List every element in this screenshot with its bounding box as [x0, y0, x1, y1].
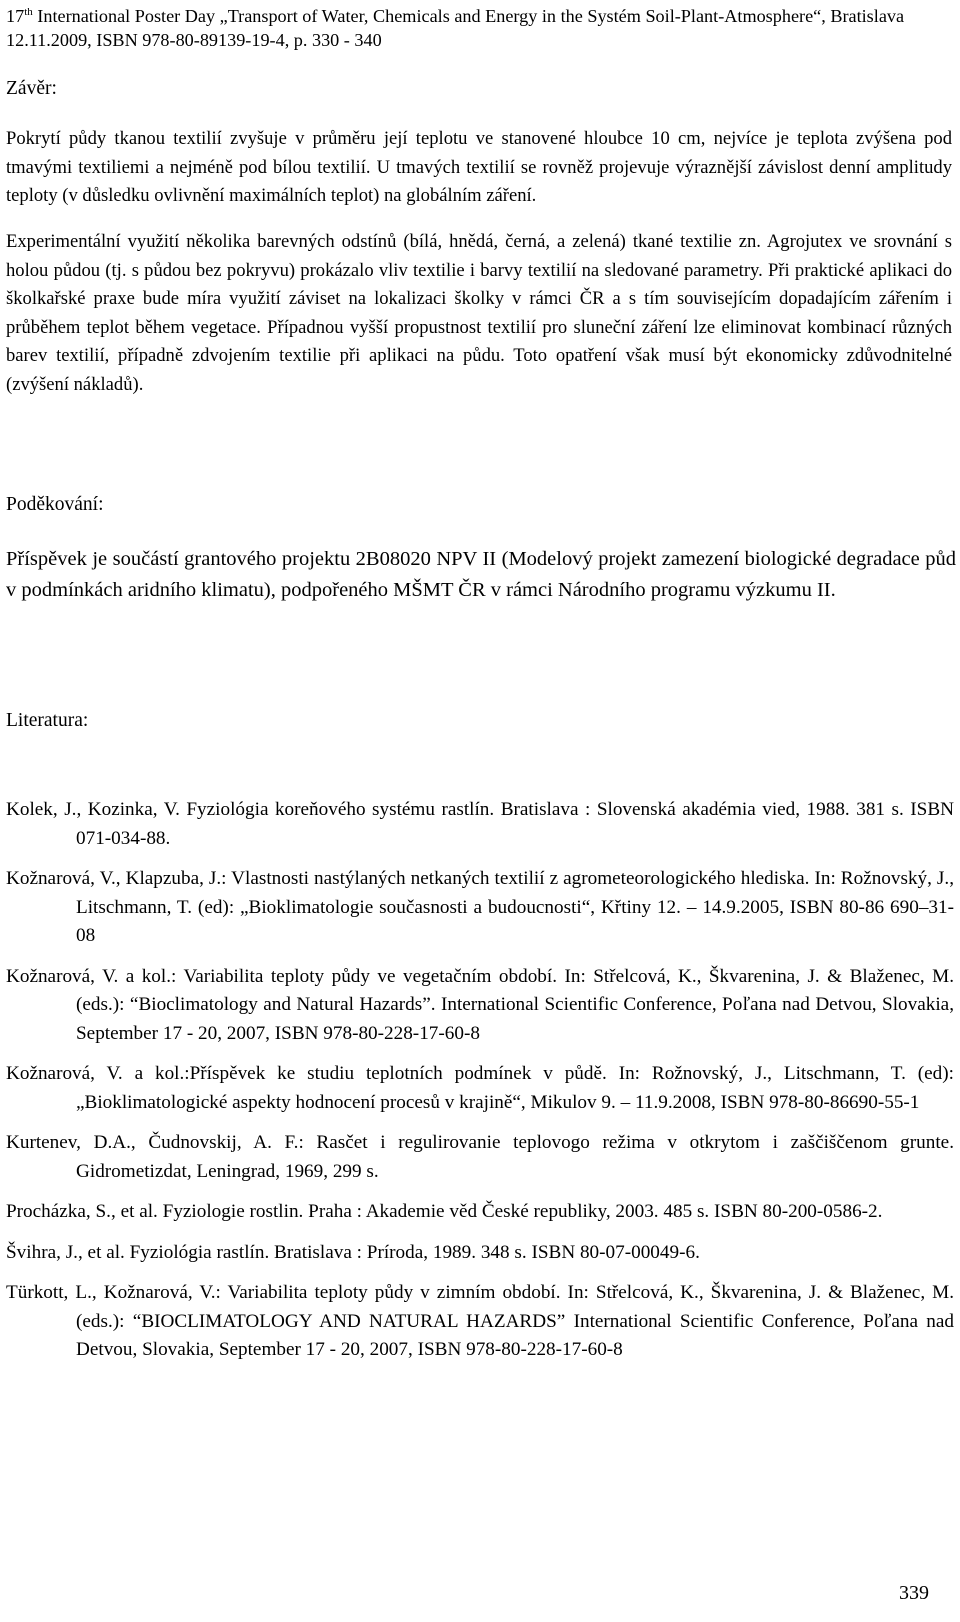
- reference-item: Procházka, S., et al. Fyziologie rostlin. Praha : Akademie věd České republiky, 2003. 485 s. ISBN 80-200-0586-2.: [6, 1201, 883, 1222]
- header-text: International Poster Day „Transport of Water, Chemicals and Energy in the Systém Soil-Plant-Atmosphere“, Bratislava 12.11.2009, ISBN 978-80-89139-19-4, p. 330 - 340: [6, 6, 905, 50]
- reference-item: Kožnarová, V. a kol.:Příspěvek ke studiu teplotních podmínek v půdě. In: Rožnovský, J., Litschmann, T. (ed): „Bioklimatologické aspekty hodnocení procesů v krajině“, Mikulov 9. – 11.9.2008, ISBN 978-80-86690-55-1: [6, 1063, 954, 1113]
- running-header: [6, 4, 946, 52]
- reference-item: Kurtenev, D.A., Čudnovskij, A. F.: Rasčet i regulirovanie teplovogo režima v otkrytom i zaščiščenom grunte. Gidrometizdat, Leningrad, 1969, 299 s.: [6, 1132, 954, 1182]
- reference-item: Kolek, J., Kozinka, V. Fyziológia koreňového systému rastlín. Bratislava : Slovenská akadémia vied, 1988. 381 s. ISBN 071-034-88.: [6, 799, 954, 849]
- reference-item: Türkott, L., Kožnarová, V.: Variabilita teploty půdy v zimním období. In: Střelcová, K., Škvarenina, J. & Blaženec, M. (eds.): “BIOCLIMATOLOGY AND NATURAL HAZARDS” International Scientific Conference, Poľana nad Detvou, Slovakia, September 17 - 20, 2007, ISBN 978-80-228-17-60-8: [6, 1282, 954, 1360]
- conclusion-heading: Závěr:: [6, 78, 57, 99]
- conclusion-paragraph-1: Pokrytí půdy tkanou textilií zvyšuje v průměru její teplotu ve stanovené hloubce 10 cm, nejvíce je teplota zvýšena pod tmavými textiliemi a nejméně pod bílou textilií. U tmavých textilií se rovněž projevuje výraznější závislost denní amplitudy teploty (v důsledku ovlivnění maximálních teplot) na globálním záření.: [6, 128, 952, 206]
- reference-item: Kožnarová, V. a kol.: Variabilita teploty půdy ve vegetačním období. In: Střelcová, K., Škvarenina, J. & Blaženec, M. (eds.): “Bioclimatology and Natural Hazards”. International Scientific Conference, Poľana nad Detvou, Slovakia, September 17 - 20, 2007, ISBN 978-80-228-17-60-8: [6, 965, 954, 1044]
- acknowledgement-text: Příspěvek je součástí grantového projektu 2B08020 NPV II (Modelový projekt zamezení biologické degradace půd v podmínkách aridního klimatu), podpořeného MŠMT ČR v rámci Národního programu výzkumu II.: [6, 548, 956, 601]
- reference-item: Kožnarová, V., Klapzuba, J.: Vlastnosti nastýlaných netkaných textilií z agrometeorologického hlediska. In: Rožnovský, J., Litschmann, T. (ed): „Bioklimatologie současnosti a budoucnosti“, Křtiny 12. – 14.9.2005, ISBN 80-86 690–31-08: [6, 868, 954, 946]
- header-ordinal: 17: [6, 6, 25, 26]
- reference-list: [6, 796, 954, 1377]
- reference-item: Švihra, J., et al. Fyziológia rastlín. Bratislava : Príroda, 1989. 348 s. ISBN 80-07-00049-6.: [6, 1241, 700, 1263]
- conclusion-paragraph-2: Experimentální využití několika barevných odstínů (bílá, hnědá, černá, a zelená) tkané textilie zn. Agrojutex ve srovnání s holou půdou (tj. s půdou bez pokryvu) prokázalo vliv textilie i barvy textilií na sledované parametry. Při praktické aplikaci do školkařské praxe bude míra využití záviset na lokalizaci školky v rámci ČR a s tím souvisejícím dopadajícím zářením i průběhem teplot během vegetace. Případnou vyšší propustnost textilií pro sluneční záření lze eliminovat kombinací různých barev textilií, případně zdvojením textilie při aplikaci na půdu. Toto opatření však musí být ekonomicky zdůvodnitelné (zvýšení nákladů).: [6, 231, 952, 395]
- acknowledgement-heading: Poděkování:: [6, 494, 104, 515]
- literature-heading: Literatura:: [6, 710, 89, 731]
- header-ordinal-suffix: th: [24, 5, 33, 18]
- page-number: 339: [899, 1582, 929, 1604]
